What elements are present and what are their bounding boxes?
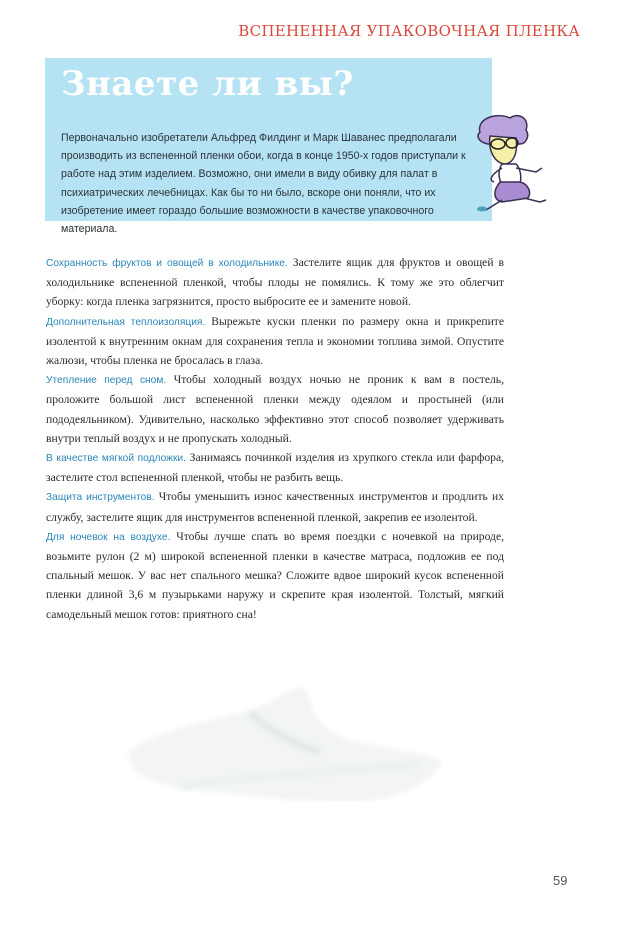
- tip-paragraph: [46, 370, 504, 448]
- tip-paragraph: [46, 448, 504, 487]
- did-you-know-title: Знаете ли вы?: [61, 64, 354, 104]
- tip-paragraph: [46, 253, 504, 312]
- cartoon-woman-icon: [458, 110, 568, 215]
- tip-heading: В качестве мягкой подложки.: [46, 453, 186, 465]
- tips-article: [46, 253, 504, 624]
- tip-paragraph: [46, 487, 504, 526]
- tip-heading: Защита инструментов.: [46, 492, 155, 504]
- tip-heading: Сохранность фруктов и овощей в холодильнике.: [46, 258, 288, 269]
- tip-text: Чтобы уменьшить износ качественных инструментов и продлить их службу, застелите ящик для инструментов вспененной пленкой, закрепив ее изолентой.: [46, 490, 504, 524]
- tip-heading: Для ночевок на воздухе.: [46, 531, 171, 543]
- tip-text: Чтобы лучше спать во время поездки с ночевкой на природе, возьмите рулон (2 м) широкой вспененной пленки в качестве матраса, подложив ее под спальный мешок. У вас нет спального мешка? Сложите вдвое широкий кусок вспененной пленки длиной 3,6 м пузырьками наружу и скрепите края изолентой. Толстый, мягкий самодельный мешок готов: приятного сна!: [46, 529, 505, 621]
- tip-text: Застелите ящик для фруктов и овощей в холодильнике вспененной пленкой, чтобы плоды не помялись. К тому же это облегчит уборку: когда пленка загрязнится, просто выбросите ее и замените новой.: [46, 256, 505, 309]
- tip-text: Занимаясь починкой изделия из хрупкого стекла или фарфора, застелите стол вспененной пленкой, чтобы не разбить вещь.: [46, 451, 505, 485]
- tip-heading: Утепление перед сном.: [46, 375, 167, 387]
- tip-heading: Дополнительная теплоизоляция.: [46, 316, 206, 328]
- did-you-know-text: Первоначально изобретатели Альфред Филдинг и Марк Шаванес предполагали производить из вспененной пленки обои, когда в конце 1950-х годов приступали к работе над этим изделием. Возможно, они имели в виду обивку для палат в психиатрических лечебницах. Как бы то ни было, вскоре они поняли, что их изобретение имеет гораздо большие возможности в качестве упаковочного материала.: [61, 132, 466, 236]
- page-number: 59: [553, 873, 568, 888]
- did-you-know-box: [45, 58, 492, 236]
- tip-paragraph: [46, 312, 504, 371]
- tip-paragraph: [46, 527, 504, 624]
- tip-text: Вырежьте куски пленки по размеру окна и прикрепите изолентой к внутренним окнам для сохранения тепла и экономии топлива зимой. Опустите жалюзи, чтобы пленка не бросалась в глаза.: [46, 314, 504, 368]
- bubble-wrap-image: [120, 672, 450, 802]
- tip-text: Чтобы холодный воздух ночью не проник к вам в постель, проложите большой лист вспененной пленки между одеялом и простыней (или пододеяльником). Удивительно, насколько эффективно этот способ позволяет удерживать внутри теплый воздух и не пропускать холодный.: [46, 373, 504, 445]
- section-title: ВСПЕНЕННАЯ УПАКОВОЧНАЯ ПЛЕНКА: [238, 22, 580, 40]
